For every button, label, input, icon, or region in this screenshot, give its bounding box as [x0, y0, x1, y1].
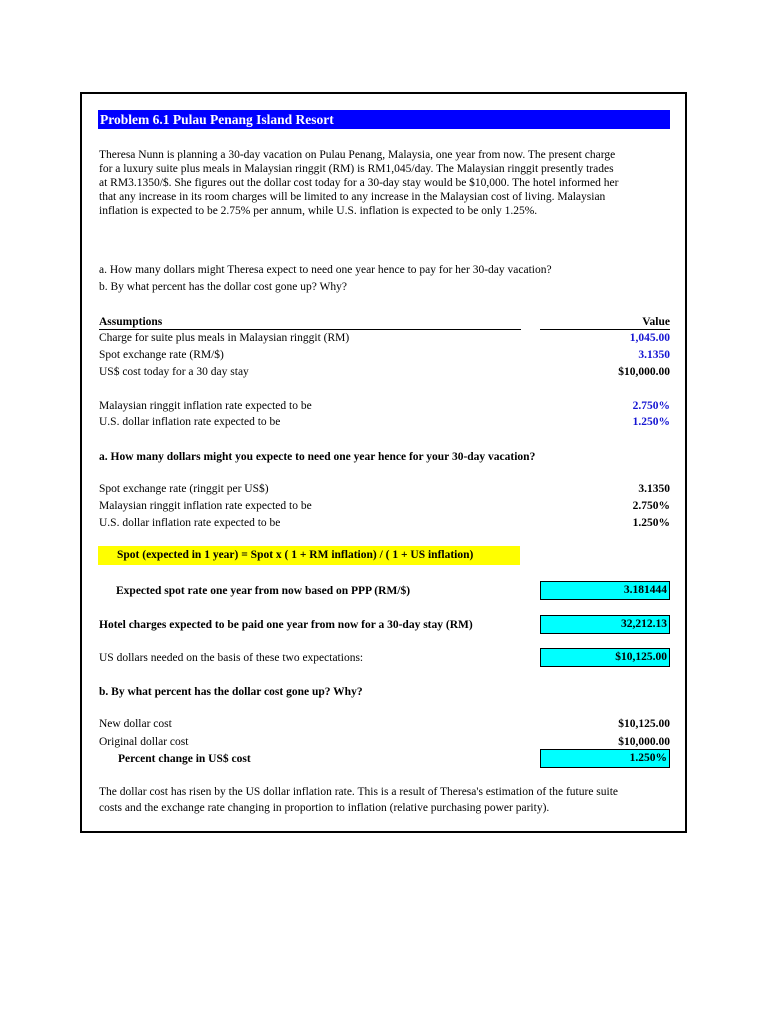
assumption-value: 3.1350 [638, 349, 670, 361]
assumption-value: 1.250% [632, 416, 670, 428]
original-cost-label: Original dollar cost [99, 736, 189, 748]
intro-line: at RM3.1350/$. She figures out the dollar cost today for a 30-day stay would be $10,000. The hotel informed her [99, 177, 619, 189]
problem-title: Problem 6.1 Pulau Penang Island Resort [98, 110, 670, 129]
assumption-label: US$ cost today for a 30 day stay [99, 366, 249, 378]
assumption-value: 1,045.00 [629, 332, 670, 344]
part-a-value: 1.250% [632, 517, 670, 529]
conclusion-paragraph [99, 785, 618, 815]
expected-spot-label: Expected spot rate one year from now based on PPP (RM/$) [116, 585, 411, 597]
assumption-label: Spot exchange rate (RM/$) [99, 349, 224, 361]
ppp-formula: Spot (expected in 1 year) = Spot x ( 1 + RM inflation) / ( 1 + US inflation) [98, 546, 520, 565]
question-a: a. How many dollars might Theresa expect to need one year hence to pay for her 30-day vacation? [99, 264, 552, 276]
part-a-heading: a. How many dollars might you expecte to need one year hence for your 30-day vacation? [99, 451, 536, 463]
assumptions-underline [99, 329, 521, 330]
percent-change-label: Percent change in US$ cost [118, 753, 251, 765]
intro-line: inflation is expected to be 2.75% per annum, while U.S. inflation is expected to be only 1.25%. [99, 205, 538, 217]
intro-line: for a luxury suite plus meals in Malaysian ringgit (RM) is RM1,045/day. The Malaysian ringgit presently trades [99, 163, 614, 175]
assumption-label: Charge for suite plus meals in Malaysian ringgit (RM) [99, 332, 350, 344]
assumption-label: U.S. dollar inflation rate expected to be [99, 416, 281, 428]
conclusion-line: The dollar cost has risen by the US dollar inflation rate. This is a result of Theresa's estimation of the future suite [99, 786, 619, 798]
part-b-heading: b. By what percent has the dollar cost gone up? Why? [99, 686, 363, 698]
part-a-label: Spot exchange rate (ringgit per US$) [99, 483, 269, 495]
hotel-charges-label: Hotel charges expected to be paid one year from now for a 30-day stay (RM) [99, 619, 473, 631]
questions [99, 263, 552, 294]
part-a-value: 2.750% [632, 500, 670, 512]
usd-needed-cell: $10,125.00 [540, 648, 670, 667]
assumption-value: $10,000.00 [618, 366, 670, 378]
part-a-value: 3.1350 [638, 483, 670, 495]
original-cost-value: $10,000.00 [618, 736, 670, 748]
value-header: Value [642, 316, 670, 328]
new-cost-value: $10,125.00 [618, 718, 670, 730]
intro-line: that any increase in its room charges will be limited to any increase in the Malaysian cost of living. Malaysian [99, 191, 606, 203]
hotel-charges-cell: 32,212.13 [540, 615, 670, 634]
value-underline [540, 329, 670, 330]
usd-needed-label: US dollars needed on the basis of these two expectations: [99, 652, 364, 664]
expected-spot-cell: 3.181444 [540, 581, 670, 600]
intro-paragraph [99, 148, 618, 218]
percent-change-cell: 1.250% [540, 749, 670, 768]
intro-line: Theresa Nunn is planning a 30-day vacation on Pulau Penang, Malaysia, one year from now. The present charge [99, 149, 616, 161]
assumptions-header: Assumptions [99, 316, 163, 328]
assumption-label: Malaysian ringgit inflation rate expected to be [99, 400, 312, 412]
question-b: b. By what percent has the dollar cost gone up? Why? [99, 281, 347, 293]
assumption-value: 2.750% [632, 400, 670, 412]
conclusion-line: costs and the exchange rate changing in proportion to inflation (relative purchasing power parity). [99, 802, 550, 814]
part-a-label: Malaysian ringgit inflation rate expected to be [99, 500, 312, 512]
new-cost-label: New dollar cost [99, 718, 172, 730]
part-a-label: U.S. dollar inflation rate expected to be [99, 517, 281, 529]
